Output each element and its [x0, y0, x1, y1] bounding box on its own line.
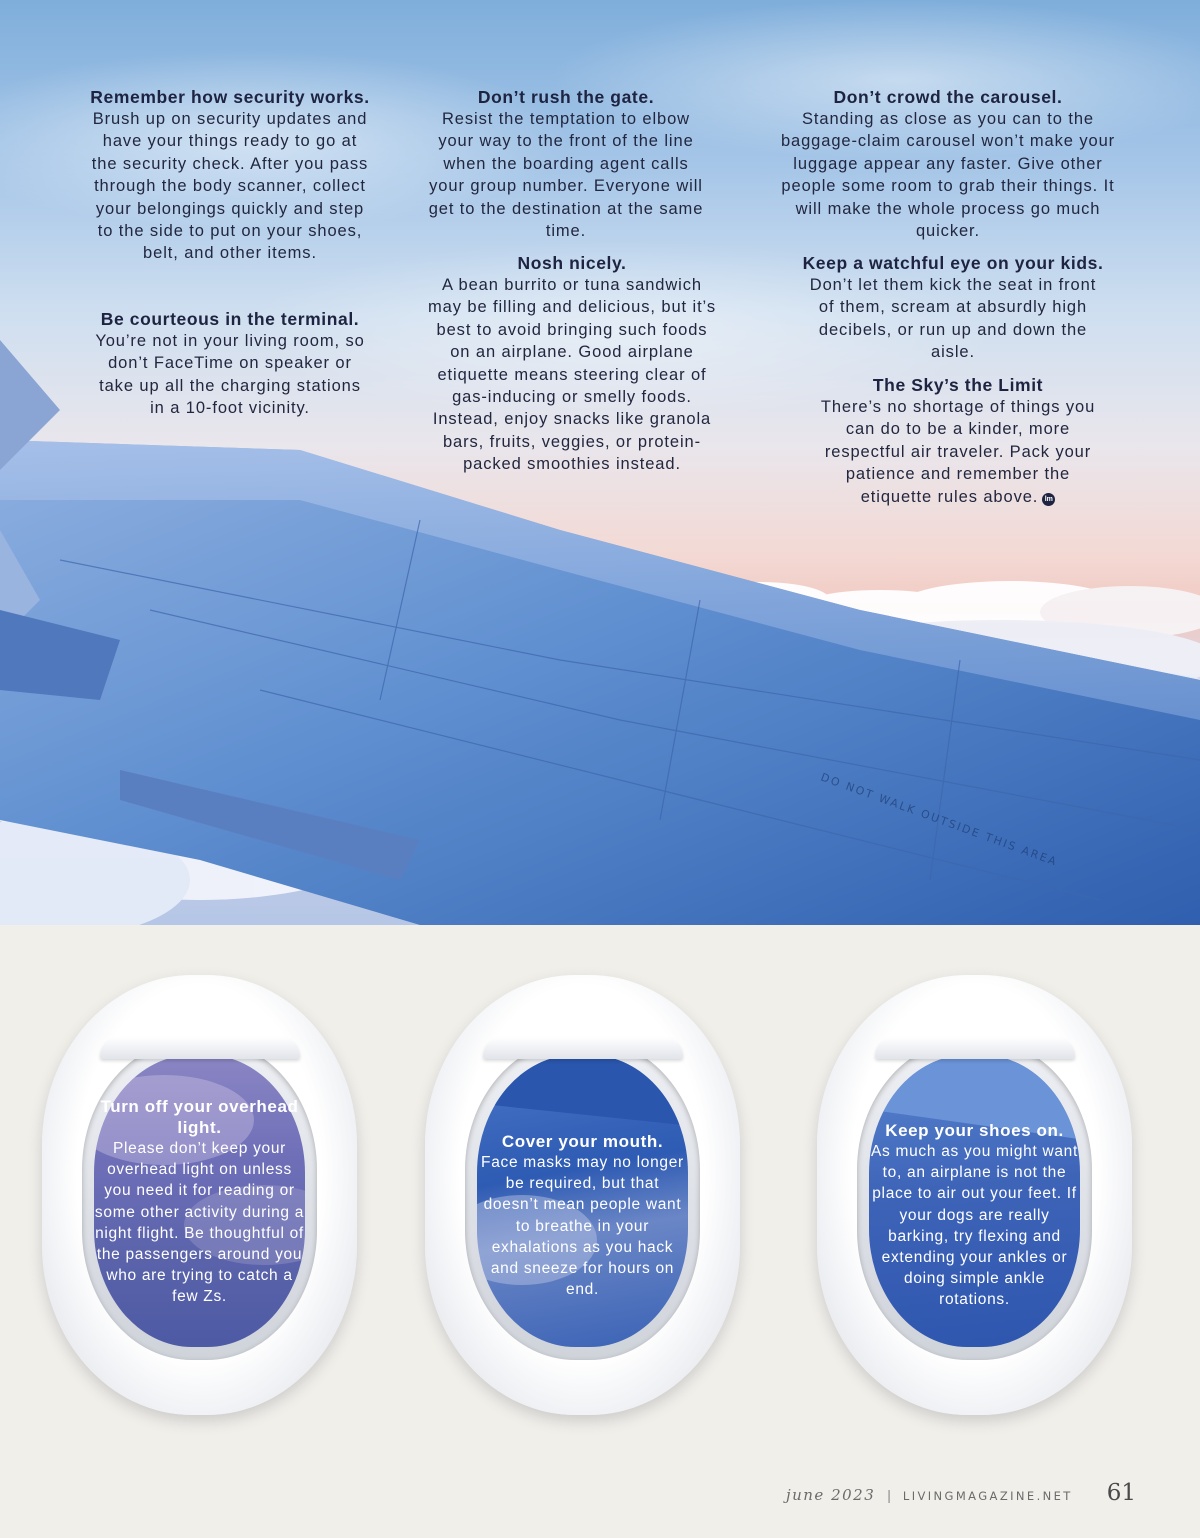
tip-terminal-title: Be courteous in the terminal. — [100, 309, 360, 329]
tip-kids-body: Don’t let them kick the seat in front of them, scream at absurdly high decibels, or run up and down the aisle. — [809, 276, 1097, 362]
tip-nosh-title: Nosh nicely. — [517, 253, 627, 273]
tip-sky-body-wrap — [812, 396, 1104, 508]
window-2 — [425, 975, 740, 1415]
issue-date: june 2023 — [785, 1486, 876, 1504]
tip-nosh-body: A bean burrito or tuna sandwich may be filling and delicious, but it’s best to avoid bringing such foods on an airplane. Good airplane etiquette means steering clear of gas-inducing or smelly foods. Instead, enjoy snacks like granola bars, fruits, veggies, or protein-packed smoothies instead. — [428, 276, 716, 474]
window-3-title: Keep your shoes on. — [885, 1121, 1064, 1140]
window-2-body: Face masks may no longer be required, but that doesn’t mean people want to breathe in your exhalations as you hack and sneeze for hours on end. — [481, 1154, 684, 1299]
window-2-title: Cover your mouth. — [501, 1132, 664, 1151]
window-3-text — [869, 1120, 1080, 1311]
tip-sky-title: The Sky’s the Limit — [872, 375, 1044, 395]
tip-sky-body: There’s no shortage of things you can do to be a kinder, more respectful air traveler. Pack your patience and remember the etiquette rules above. — [820, 398, 1096, 506]
tip-nosh — [426, 252, 718, 476]
tip-terminal — [90, 308, 370, 420]
tip-terminal-body: You’re not in your living room, so don’t FaceTime on speaker or take up all the charging stations in a 10-foot vicinity. — [95, 332, 365, 418]
tip-security-title: Remember how security works. — [90, 87, 370, 107]
window-1 — [42, 975, 357, 1415]
window-1-text — [94, 1096, 305, 1308]
tip-kids-title: Keep a watchful eye on your kids. — [802, 253, 1104, 273]
page-number: 61 — [1106, 1480, 1136, 1506]
lm-logo-icon: lm — [1042, 493, 1055, 506]
window-shade — [875, 1037, 1075, 1059]
tip-kids — [800, 252, 1106, 364]
window-1-body: Please don’t keep your overhead light on unless you need it for reading or some other activity during a night flight. Be thoughtful of the passengers around you who are trying to catch a few Zs. — [94, 1140, 305, 1306]
website-link[interactable]: LIVINGMAGAZINE.NET — [902, 1489, 1073, 1503]
tip-sky — [812, 374, 1104, 508]
footer-separator: | — [887, 1487, 891, 1503]
tip-carousel-title: Don’t crowd the carousel. — [833, 87, 1063, 107]
page-footer — [786, 1480, 1136, 1506]
wing-stencil-text: DO NOT WALK OUTSIDE THIS AREA — [818, 770, 1060, 869]
tip-carousel — [776, 86, 1120, 242]
window-2-text — [477, 1131, 688, 1300]
window-1-title: Turn off your overhead light. — [100, 1097, 299, 1137]
window-shade — [483, 1037, 683, 1059]
window-3 — [817, 975, 1132, 1415]
tip-security-body: Brush up on security updates and have your things ready to go at the security check. After you pass through the body scanner, collect your belongings quickly and step to the side to put on your shoes, belt, and other items. — [91, 110, 369, 263]
tip-gate-title: Don’t rush the gate. — [477, 87, 655, 107]
tip-gate-body: Resist the temptation to elbow your way to the front of the line when the boarding agent calls your group number. Everyone will get to the destination at the same time. — [428, 110, 704, 241]
tip-security — [90, 86, 370, 265]
window-3-body: As much as you might want to, an airplane is not the place to air out your feet. If your dogs are really barking, try flexing and extending your ankles or doing simple ankle rotations. — [870, 1143, 1079, 1309]
tip-gate — [424, 86, 708, 242]
tip-carousel-body: Standing as close as you can to the baggage-claim carousel won’t make your luggage appear any faster. Give other people some room to grab their things. It will make the whole process go much quicker. — [780, 110, 1116, 241]
window-shade — [100, 1037, 300, 1059]
